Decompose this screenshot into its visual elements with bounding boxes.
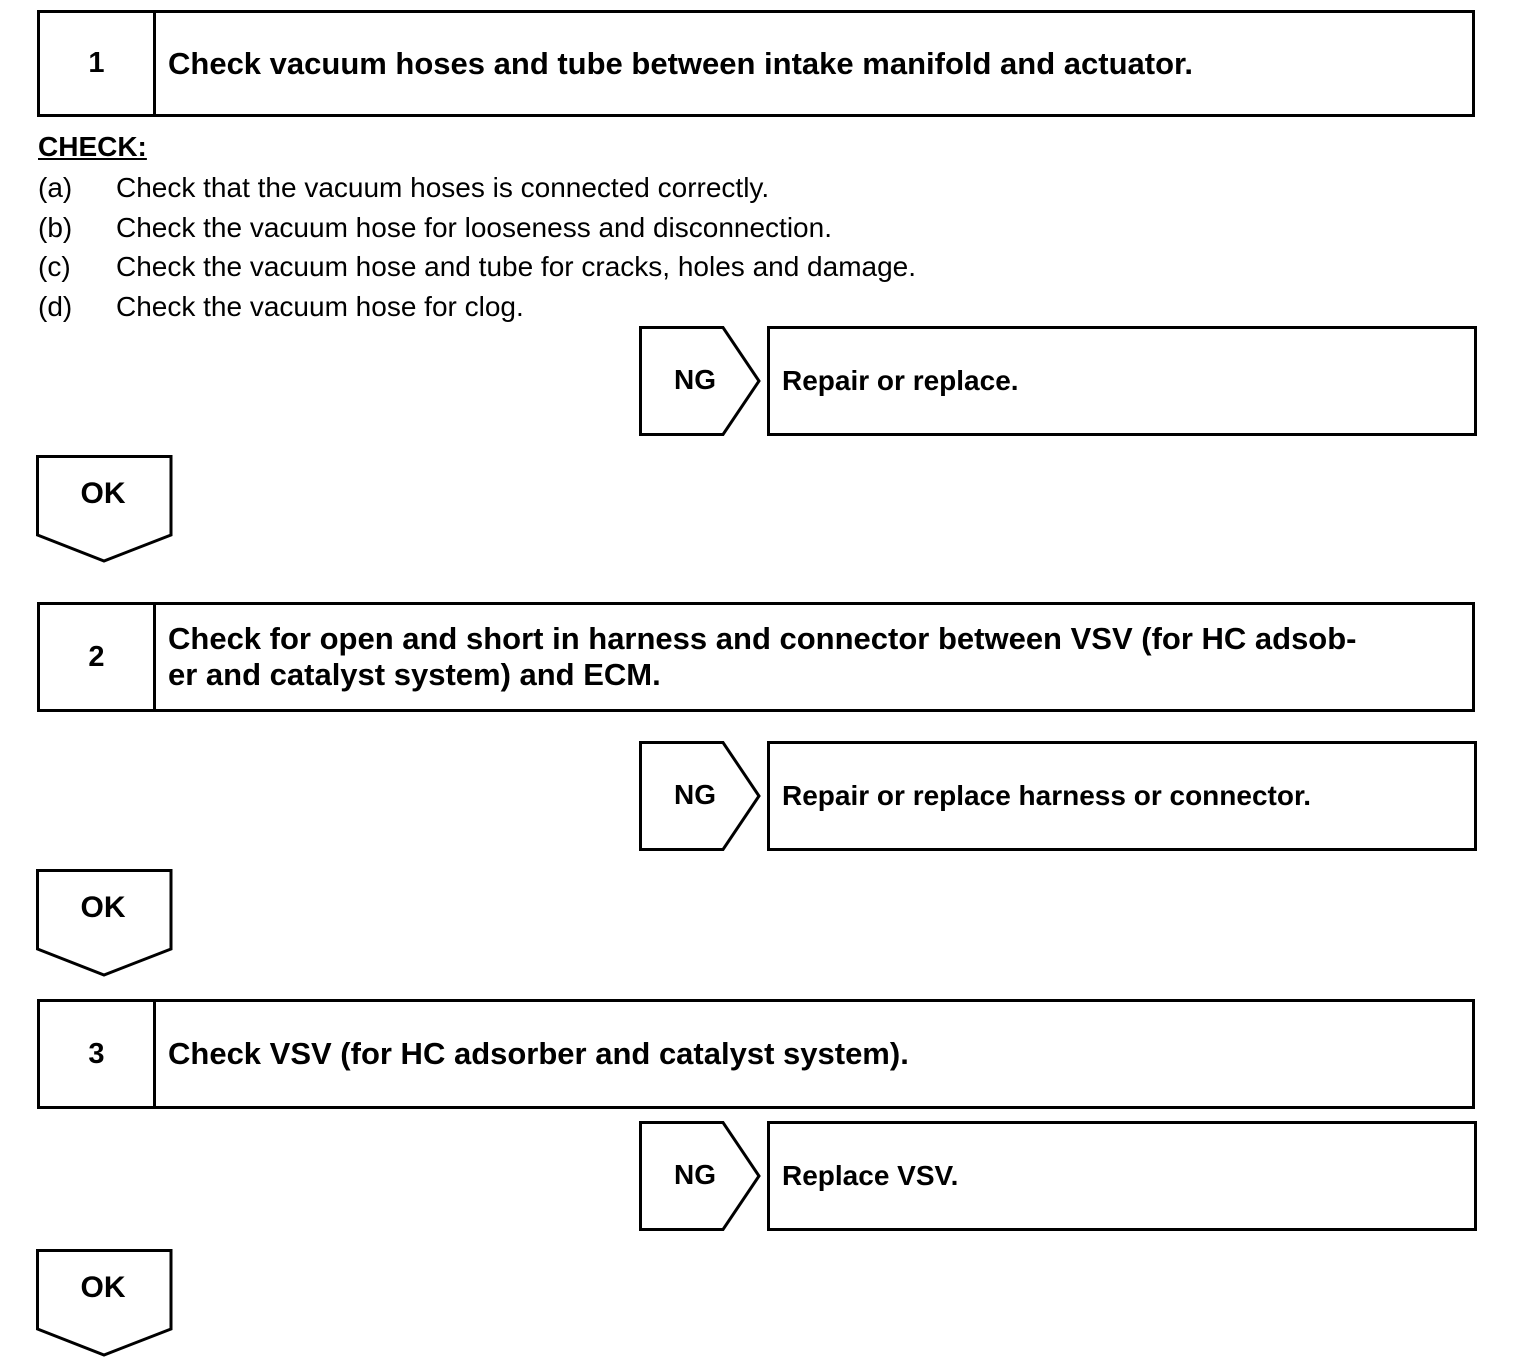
step-3-box xyxy=(37,999,1475,1109)
step-2-ok-branch xyxy=(36,869,174,979)
step-2-number: 2 xyxy=(40,605,156,709)
step-3-ok-branch xyxy=(36,1249,174,1359)
check-item-letter: (a) xyxy=(38,172,73,203)
check-item-c xyxy=(38,247,916,287)
step-2-title xyxy=(156,605,1472,709)
step-3-ng-label: NG xyxy=(674,1159,716,1190)
check-item-b xyxy=(38,208,916,248)
step-1-box xyxy=(37,10,1475,117)
step-2-box xyxy=(37,602,1475,712)
step-3-ok-label: OK xyxy=(80,1271,126,1304)
step-1-ng-label: NG xyxy=(674,364,716,395)
step-1-ok-branch xyxy=(36,455,174,565)
check-heading: CHECK: xyxy=(38,131,147,162)
check-item-text: Check the vacuum hose for looseness and disconnection. xyxy=(116,211,832,243)
check-item-text: Check the vacuum hose and tube for cracks, holes and damage. xyxy=(116,251,917,282)
step-2-ng-result: Repair or replace harness or connector. xyxy=(767,741,1477,851)
step-3-ng-result: Replace VSV. xyxy=(767,1121,1477,1231)
check-item-letter: (b) xyxy=(38,211,73,243)
step-3-title: Check VSV (for HC adsorber and catalyst system). xyxy=(168,1036,909,1071)
check-item-d xyxy=(38,287,916,327)
check-item-a xyxy=(38,168,916,208)
step-3-ng-branch xyxy=(639,1121,1477,1231)
step-2-ng-label: NG xyxy=(674,779,716,810)
check-item-text: Check that the vacuum hoses is connected correctly. xyxy=(116,172,770,203)
step-1-number: 1 xyxy=(40,13,156,114)
check-item-text: Check the vacuum hose for clog. xyxy=(116,290,524,322)
step-1-ok-label: OK xyxy=(80,477,126,510)
check-list xyxy=(38,168,916,326)
step-2-title-line-1: Check for open and short in harness and connector between VSV (for HC adsob- xyxy=(168,621,1357,656)
step-2-title-line-2: er and catalyst system) and ECM. xyxy=(168,657,661,692)
step-2-ng-branch xyxy=(639,741,1477,851)
check-item-letter: (c) xyxy=(38,251,71,282)
step-3-number: 3 xyxy=(40,1002,156,1106)
step-1-ng-branch xyxy=(639,326,1477,436)
step-1-ng-result: Repair or replace. xyxy=(767,326,1477,436)
check-item-letter: (d) xyxy=(38,290,73,322)
step-2-ok-label: OK xyxy=(80,891,126,924)
step-1-title: Check vacuum hoses and tube between intake manifold and actuator. xyxy=(168,45,1193,81)
